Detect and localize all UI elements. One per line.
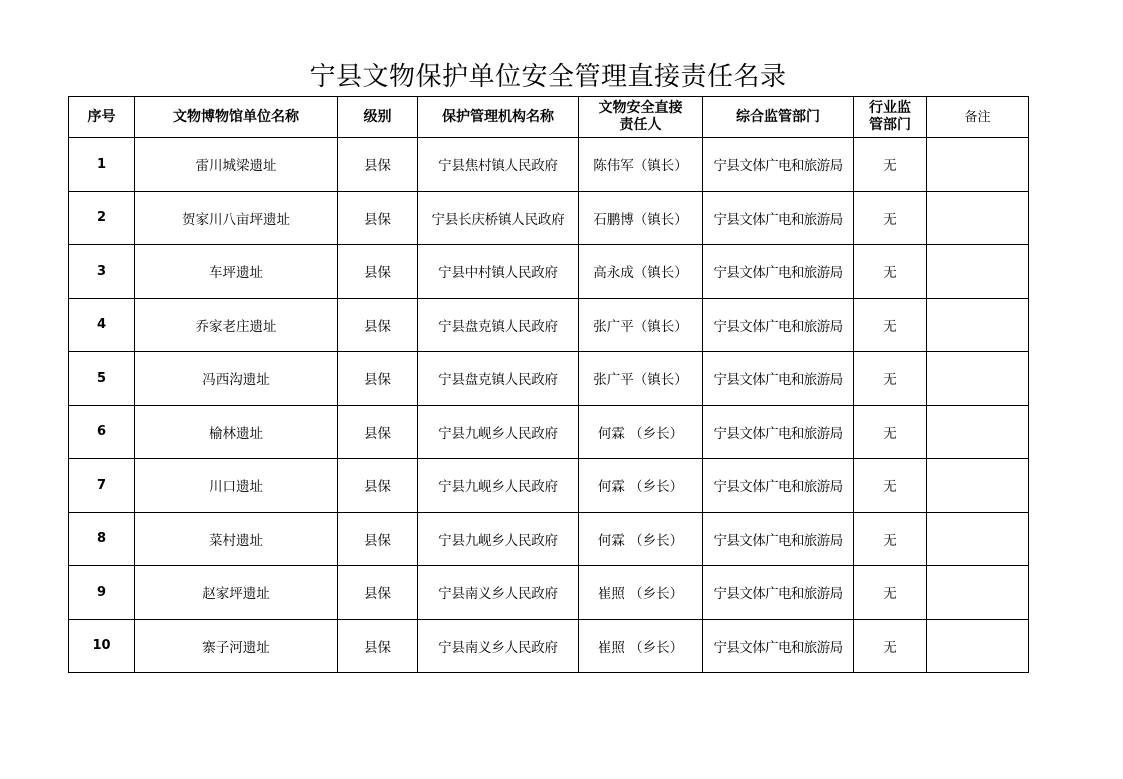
- cell-industry-dept: 无: [854, 245, 927, 299]
- cell-level: 县保: [338, 566, 418, 620]
- cell-org-name: 宁县九岘乡人民政府: [418, 459, 579, 513]
- cell-level: 县保: [338, 191, 418, 245]
- table-row: [69, 566, 1029, 620]
- cell-site-name: 贺家川八亩坪遗址: [135, 191, 338, 245]
- cell-responsible-person: 崔照 （乡长）: [579, 566, 703, 620]
- header-industry-dept: 行业监管部门: [854, 97, 927, 138]
- cell-industry-dept: 无: [854, 191, 927, 245]
- cell-responsible-person: 崔照 （乡长）: [579, 619, 703, 673]
- cell-remarks: [927, 459, 1029, 513]
- cell-site-name: 寨子河遗址: [135, 619, 338, 673]
- cell-level: 县保: [338, 245, 418, 299]
- cell-industry-dept: 无: [854, 619, 927, 673]
- cell-supervising-dept: 宁县文体广电和旅游局: [703, 138, 854, 192]
- header-responsible-person: 文物安全直接责任人: [579, 97, 703, 138]
- cell-site-name: 乔家老庄遗址: [135, 298, 338, 352]
- cell-industry-dept: 无: [854, 405, 927, 459]
- cell-site-name: 菜村遗址: [135, 512, 338, 566]
- cell-industry-dept: 无: [854, 512, 927, 566]
- cell-industry-dept: 无: [854, 138, 927, 192]
- cell-seq: 5: [69, 352, 135, 406]
- cell-site-name: 雷川城梁遗址: [135, 138, 338, 192]
- cell-org-name: 宁县九岘乡人民政府: [418, 512, 579, 566]
- cell-level: 县保: [338, 405, 418, 459]
- cell-seq: 2: [69, 191, 135, 245]
- table-row: [69, 352, 1029, 406]
- cell-site-name: 车坪遗址: [135, 245, 338, 299]
- cell-industry-dept: 无: [854, 459, 927, 513]
- table-body: [69, 138, 1029, 673]
- cell-org-name: 宁县盘克镇人民政府: [418, 352, 579, 406]
- cell-seq: 3: [69, 245, 135, 299]
- cell-remarks: [927, 619, 1029, 673]
- cell-site-name: 赵家坪遗址: [135, 566, 338, 620]
- cell-supervising-dept: 宁县文体广电和旅游局: [703, 298, 854, 352]
- cell-level: 县保: [338, 138, 418, 192]
- cell-seq: 8: [69, 512, 135, 566]
- cell-level: 县保: [338, 352, 418, 406]
- cell-responsible-person: 张广平（镇长）: [579, 352, 703, 406]
- cell-level: 县保: [338, 512, 418, 566]
- cell-supervising-dept: 宁县文体广电和旅游局: [703, 619, 854, 673]
- cell-site-name: 榆林遗址: [135, 405, 338, 459]
- cell-supervising-dept: 宁县文体广电和旅游局: [703, 191, 854, 245]
- cell-org-name: 宁县南义乡人民政府: [418, 619, 579, 673]
- cell-seq: 7: [69, 459, 135, 513]
- cell-remarks: [927, 138, 1029, 192]
- cell-responsible-person: 何霖 （乡长）: [579, 459, 703, 513]
- header-site-name: 文物博物馆单位名称: [135, 97, 338, 138]
- cell-org-name: 宁县盘克镇人民政府: [418, 298, 579, 352]
- table-header-row: [69, 97, 1029, 138]
- cell-seq: 1: [69, 138, 135, 192]
- table-row: [69, 459, 1029, 513]
- cell-level: 县保: [338, 459, 418, 513]
- responsibility-table: [68, 96, 1029, 673]
- cell-org-name: 宁县焦村镇人民政府: [418, 138, 579, 192]
- cell-supervising-dept: 宁县文体广电和旅游局: [703, 352, 854, 406]
- header-remarks: 备注: [927, 97, 1029, 138]
- cell-responsible-person: 何霖 （乡长）: [579, 512, 703, 566]
- cell-remarks: [927, 512, 1029, 566]
- table-row: [69, 405, 1029, 459]
- table-row: [69, 619, 1029, 673]
- table-row: [69, 298, 1029, 352]
- header-level: 级别: [338, 97, 418, 138]
- cell-remarks: [927, 405, 1029, 459]
- cell-seq: 10: [69, 619, 135, 673]
- cell-level: 县保: [338, 619, 418, 673]
- cell-remarks: [927, 352, 1029, 406]
- cell-supervising-dept: 宁县文体广电和旅游局: [703, 405, 854, 459]
- cell-seq: 4: [69, 298, 135, 352]
- cell-level: 县保: [338, 298, 418, 352]
- cell-org-name: 宁县长庆桥镇人民政府: [418, 191, 579, 245]
- cell-responsible-person: 高永成（镇长）: [579, 245, 703, 299]
- document-title: 宁县文物保护单位安全管理直接责任名录: [309, 62, 787, 92]
- cell-supervising-dept: 宁县文体广电和旅游局: [703, 459, 854, 513]
- cell-remarks: [927, 298, 1029, 352]
- cell-org-name: 宁县南义乡人民政府: [418, 566, 579, 620]
- cell-site-name: 冯西沟遗址: [135, 352, 338, 406]
- cell-industry-dept: 无: [854, 298, 927, 352]
- header-supervising-dept: 综合监管部门: [703, 97, 854, 138]
- cell-responsible-person: 石鹏博（镇长）: [579, 191, 703, 245]
- cell-remarks: [927, 566, 1029, 620]
- cell-site-name: 川口遗址: [135, 459, 338, 513]
- cell-seq: 6: [69, 405, 135, 459]
- table-row: [69, 191, 1029, 245]
- header-org-name: 保护管理机构名称: [418, 97, 579, 138]
- cell-supervising-dept: 宁县文体广电和旅游局: [703, 245, 854, 299]
- cell-remarks: [927, 245, 1029, 299]
- header-seq: 序号: [69, 97, 135, 138]
- cell-industry-dept: 无: [854, 352, 927, 406]
- cell-responsible-person: 张广平（镇长）: [579, 298, 703, 352]
- table-row: [69, 512, 1029, 566]
- cell-remarks: [927, 191, 1029, 245]
- cell-org-name: 宁县九岘乡人民政府: [418, 405, 579, 459]
- cell-org-name: 宁县中村镇人民政府: [418, 245, 579, 299]
- cell-industry-dept: 无: [854, 566, 927, 620]
- cell-supervising-dept: 宁县文体广电和旅游局: [703, 566, 854, 620]
- cell-seq: 9: [69, 566, 135, 620]
- table-row: [69, 138, 1029, 192]
- cell-responsible-person: 陈伟军（镇长）: [579, 138, 703, 192]
- cell-supervising-dept: 宁县文体广电和旅游局: [703, 512, 854, 566]
- table-row: [69, 245, 1029, 299]
- cell-responsible-person: 何霖 （乡长）: [579, 405, 703, 459]
